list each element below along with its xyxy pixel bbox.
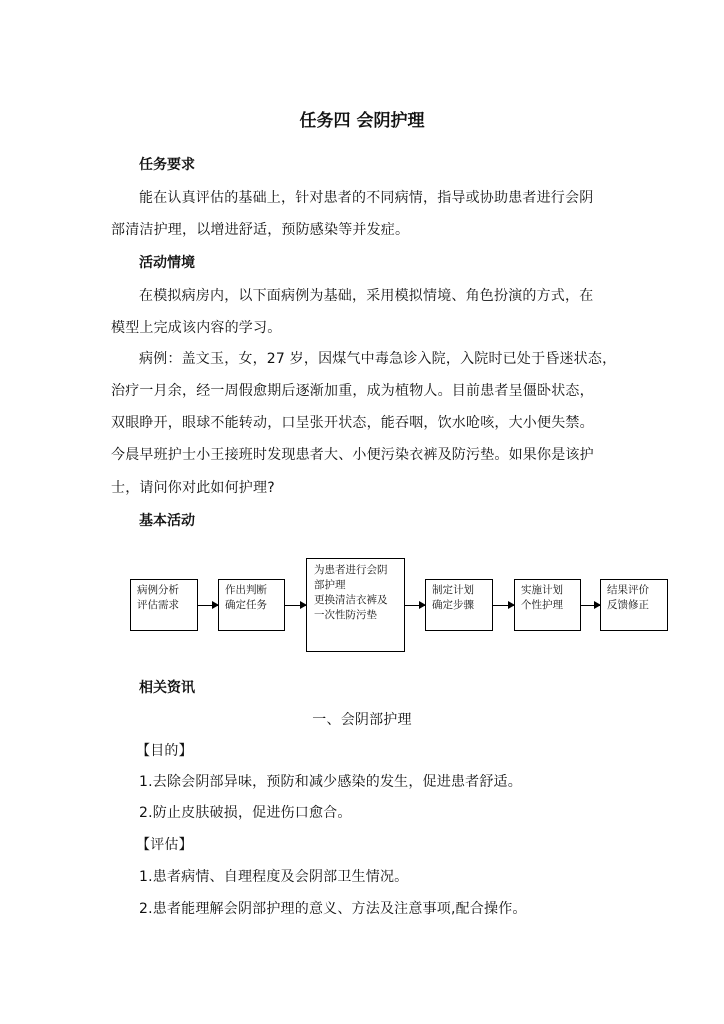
flow-step-implement — [514, 579, 581, 631]
task-requirements-line-2: 部清洁护理，以增进舒适，预防感染等并发症。 — [111, 222, 410, 238]
flow-step-text: 反馈修正 — [607, 599, 649, 611]
activity-scenario-line-2: 模型上完成该内容的学习。 — [111, 320, 282, 336]
task-requirements-heading: 任务要求 — [139, 157, 195, 173]
flow-arrow — [493, 605, 514, 606]
task-requirements-line-1: 能在认真评估的基础上，针对患者的不同病情，指导或协助患者进行会阴 — [139, 190, 594, 206]
purpose-label: 【目的】 — [136, 743, 193, 759]
case-line-1: 病例：盖文玉，女，27 岁，因煤气中毒急诊入院，入院时已处于昏迷状态， — [139, 351, 617, 367]
flow-step-text: 实施计划 — [521, 584, 563, 596]
assessment-item-2: 2.患者能理解会阴部护理的意义、方法及注意事项,配合操作。 — [139, 901, 527, 917]
flow-arrow — [405, 605, 425, 606]
flow-step-evaluate — [600, 579, 668, 631]
flow-step-text: 个性护理 — [521, 599, 563, 611]
basic-activities-heading: 基本活动 — [139, 513, 195, 529]
flow-step-perineal-care — [306, 558, 405, 652]
flow-step-text: 为患者进行会阴 — [314, 564, 388, 576]
flow-step-text: 更换清洁衣裤及 — [314, 594, 388, 606]
flow-step-judgement — [218, 579, 285, 631]
flow-step-text: 一次性防污垫 — [314, 609, 377, 621]
case-line-5: 士，请问你对此如何护理? — [111, 480, 275, 496]
activity-scenario-line-1: 在模拟病房内，以下面病例为基础，采用模拟情境、角色扮演的方式，在 — [139, 288, 594, 304]
purpose-item-2: 2.防止皮肤破损，促进伤口愈合。 — [139, 805, 352, 821]
case-line-2: 治疗一月余，经一周假愈期后逐渐加重，成为植物人。目前患者呈僵卧状态， — [111, 383, 594, 399]
flow-step-text: 评估需求 — [137, 599, 179, 611]
flow-arrow — [285, 605, 306, 606]
activity-scenario-heading: 活动情境 — [139, 255, 195, 271]
case-line-4: 今晨早班护士小王接班时发现患者大、小便污染衣裤及防污垫。如果你是该护 — [111, 447, 594, 463]
flow-step-text: 确定步骤 — [432, 599, 474, 611]
purpose-item-1: 1.去除会阴部异味，预防和减少感染的发生，促进患者舒适。 — [139, 774, 522, 790]
flow-step-text: 制定计划 — [432, 584, 474, 596]
case-line-3: 双眼睁开，眼球不能转动，口呈张开状态，能吞咽，饮水呛咳，大小便失禁。 — [111, 415, 594, 431]
related-info-heading: 相关资讯 — [139, 680, 195, 696]
flow-step-text: 结果评价 — [607, 584, 649, 596]
assessment-item-1: 1.患者病情、自理程度及会阴部卫生情况。 — [139, 869, 409, 885]
flow-arrow — [581, 605, 600, 606]
flow-step-plan — [425, 579, 493, 631]
page-title: 任务四 会阴护理 — [299, 111, 425, 131]
flow-arrow — [198, 605, 218, 606]
flow-step-text: 确定任务 — [225, 599, 267, 611]
flow-step-text: 部护理 — [314, 579, 346, 591]
assessment-label: 【评估】 — [136, 837, 193, 853]
flow-step-text: 作出判断 — [225, 584, 267, 596]
flow-step-text: 病例分析 — [137, 584, 179, 596]
section-title-perineal-care: 一、会阴部护理 — [312, 712, 412, 728]
flow-step-case-analysis — [130, 579, 198, 631]
